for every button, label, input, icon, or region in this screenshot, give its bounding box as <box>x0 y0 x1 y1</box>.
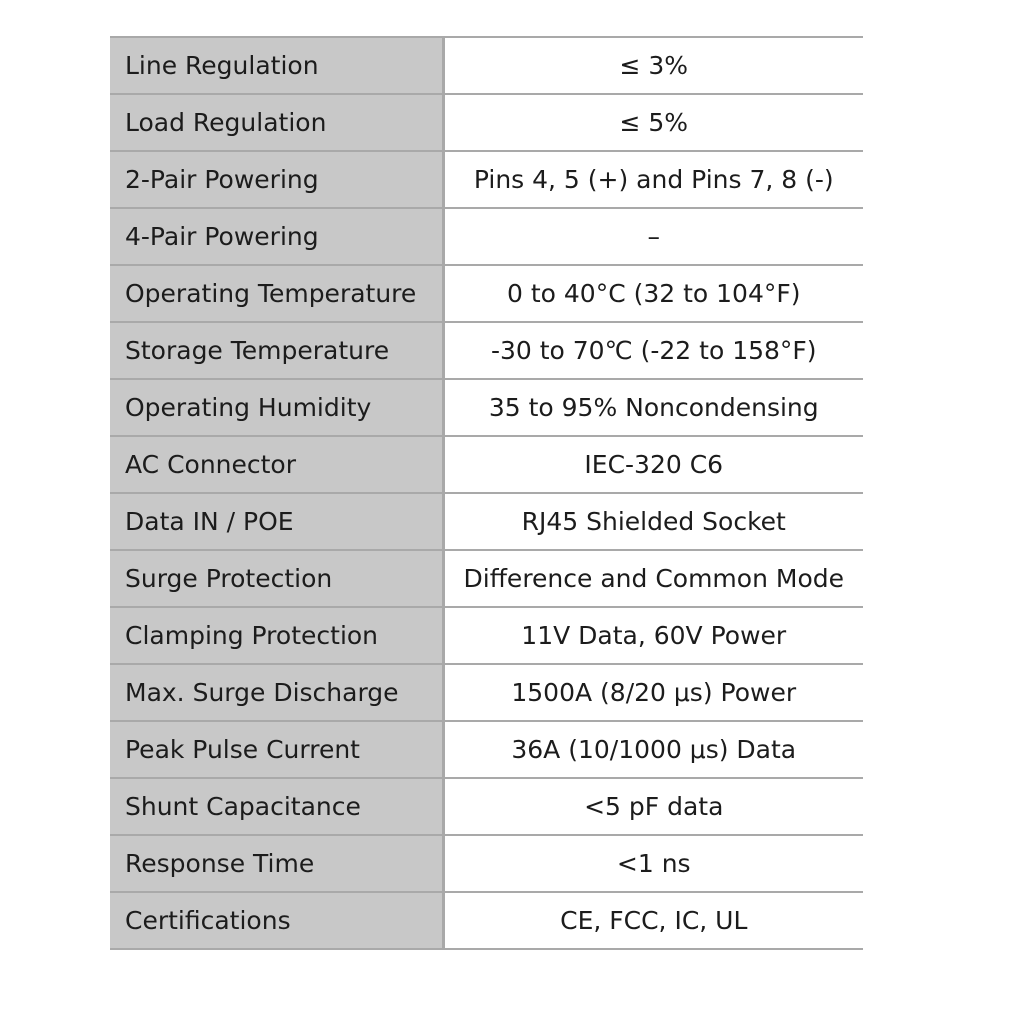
spec-value: – <box>443 208 863 265</box>
table-row-4-pair-powering <box>110 208 863 265</box>
table-row-response-time <box>110 835 863 892</box>
spec-value: IEC-320 C6 <box>443 436 863 493</box>
spec-value: 1500A (8/20 μs) Power <box>443 664 863 721</box>
spec-value: 11V Data, 60V Power <box>443 607 863 664</box>
spec-label: Surge Protection <box>110 550 443 607</box>
table-row-surge-protection <box>110 550 863 607</box>
spec-label: 4-Pair Powering <box>110 208 443 265</box>
spec-value: 35 to 95% Noncondensing <box>443 379 863 436</box>
table-row-operating-humidity <box>110 379 863 436</box>
spec-label: Clamping Protection <box>110 607 443 664</box>
spec-value: 0 to 40°C (32 to 104°F) <box>443 265 863 322</box>
spec-value: Difference and Common Mode <box>443 550 863 607</box>
spec-value: RJ45 Shielded Socket <box>443 493 863 550</box>
spec-label: Storage Temperature <box>110 322 443 379</box>
table-row-load-regulation <box>110 94 863 151</box>
spec-label: Peak Pulse Current <box>110 721 443 778</box>
spec-label: AC Connector <box>110 436 443 493</box>
spec-value: CE, FCC, IC, UL <box>443 892 863 949</box>
table-row-ac-connector <box>110 436 863 493</box>
table-row-operating-temperature <box>110 265 863 322</box>
table-row-2-pair-powering <box>110 151 863 208</box>
table-row-storage-temperature <box>110 322 863 379</box>
spec-value: 36A (10/1000 μs) Data <box>443 721 863 778</box>
spec-label: Max. Surge Discharge <box>110 664 443 721</box>
spec-label: Certifications <box>110 892 443 949</box>
table-row-max-surge-discharge <box>110 664 863 721</box>
spec-label: Line Regulation <box>110 37 443 94</box>
spec-table-body <box>110 37 863 949</box>
spec-label: Response Time <box>110 835 443 892</box>
spec-value: ≤ 3% <box>443 37 863 94</box>
spec-label: Load Regulation <box>110 94 443 151</box>
spec-value: ≤ 5% <box>443 94 863 151</box>
spec-label: Operating Humidity <box>110 379 443 436</box>
spec-label: 2-Pair Powering <box>110 151 443 208</box>
spec-label: Shunt Capacitance <box>110 778 443 835</box>
table-row-certifications <box>110 892 863 949</box>
table-row-clamping-protection <box>110 607 863 664</box>
spec-value: <5 pF data <box>443 778 863 835</box>
spec-label: Operating Temperature <box>110 265 443 322</box>
spec-table <box>110 36 863 950</box>
spec-value: <1 ns <box>443 835 863 892</box>
spec-value: Pins 4, 5 (+) and Pins 7, 8 (-) <box>443 151 863 208</box>
table-row-data-in-poe <box>110 493 863 550</box>
spec-label: Data IN / POE <box>110 493 443 550</box>
table-row-peak-pulse-current <box>110 721 863 778</box>
spec-value: -30 to 70℃ (-22 to 158°F) <box>443 322 863 379</box>
table-row-line-regulation <box>110 37 863 94</box>
table-row-shunt-capacitance <box>110 778 863 835</box>
